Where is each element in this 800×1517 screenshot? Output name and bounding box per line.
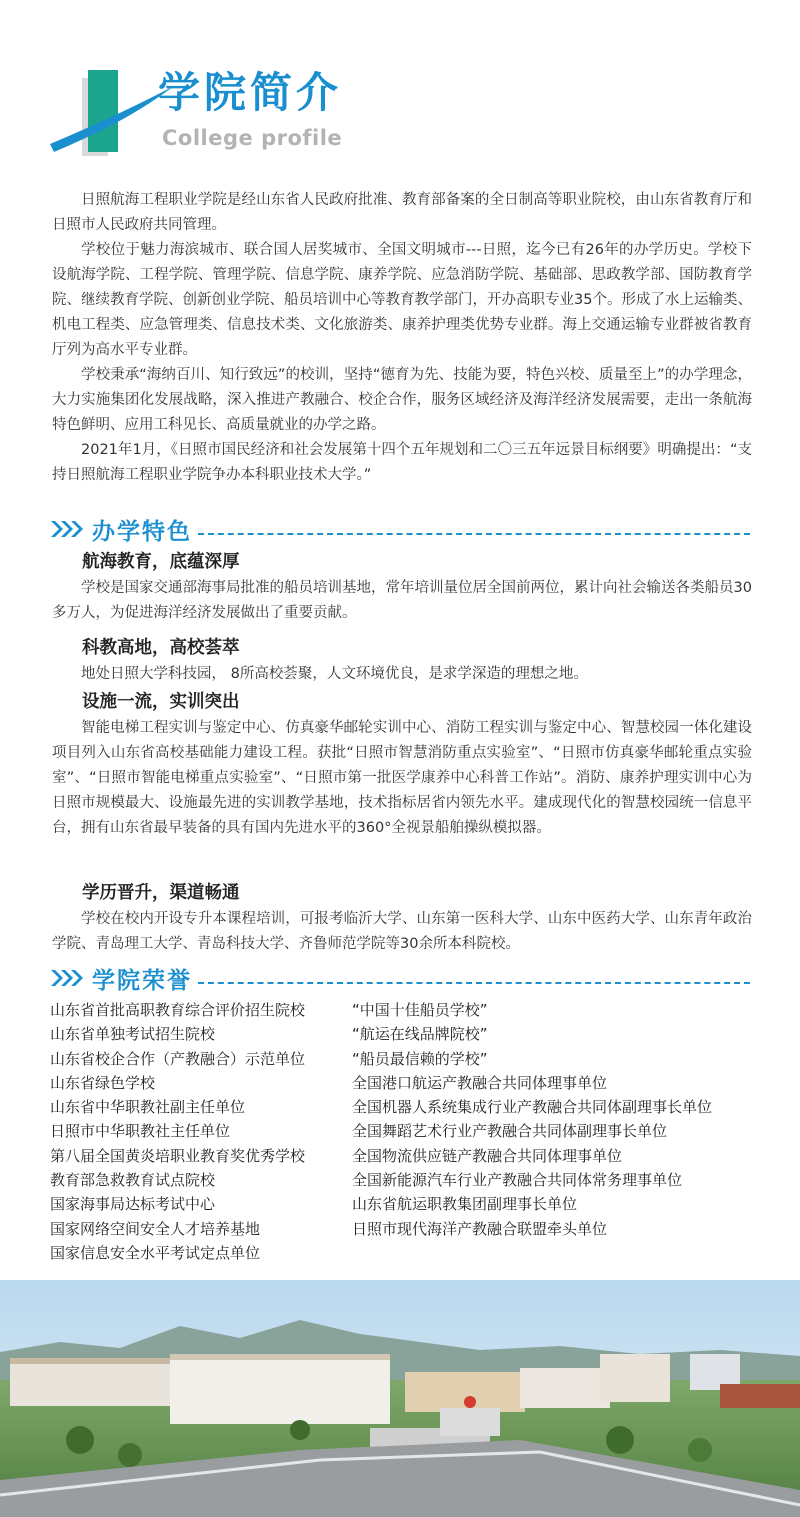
list-item: 山东省绿色学校 [50,1073,156,1092]
section-divider [198,533,750,535]
honors-section-title: 学院荣誉 [92,967,192,994]
list-item: 教育部急救教育试点院校 [50,1171,216,1190]
list-item: 山东省首批高职教育综合评价招生院校 [50,1001,306,1019]
intro-section [52,188,752,488]
list-item: “中国十佳船员学校” [352,1001,488,1019]
list-item: 日照市中华职教社主任单位 [50,1122,231,1141]
feature-text: 智能电梯工程实训与鉴定中心、仿真豪华邮轮实训中心、消防工程实训与鉴定中心、智慧校园一体化建设项目列入山东省高校基础能力建设工程。获批“日照市智慧消防重点实验室”、“日照市仿真豪华邮轮重点实验室”、“日照市智能电梯重点实验室”、“日照市第一批医学康养中心科普工作站”。消防、康养护理实训中心为日照市规模最大、设施最先进的实训教学基地，技术指标居省内领先水平。建成现代化的智慧校园统一信息平台，拥有山东省最早装备的具有国内先进水平的360°全视景船舶操纵模拟器。 [52,720,752,836]
intro-paragraph: 日照航海工程职业学院是经山东省人民政府批准、教育部备案的全日制高等职业院校，由山东省教育厅和日照市人民政府共同管理。 [52,192,752,233]
list-item: 山东省中华职教社副主任单位 [50,1098,246,1117]
feature-heading: 学历晋升，渠道畅通 [82,883,240,903]
feature-text: 学校在校内开设专升本课程培训，可报考临沂大学、山东第一医科大学、山东中医药大学、山东青年政治学院、青岛理工大学、青岛科技大学、齐鲁师范学院等30余所本科院校。 [52,911,752,952]
list-item: 全国机器人系统集成行业产教融合共同体副理事长单位 [352,1098,713,1117]
feature-text: 学校是国家交通部海事局批准的船员培训基地，常年培训量位居全国前两位，累计向社会输送各类船员30多万人，为促进海洋经济发展做出了重要贡献。 [52,580,752,621]
intro-paragraph: 2021年1月，《日照市国民经济和社会发展第十四个五年规划和二〇三五年远景目标纲要》明确提出：“支持日照航海工程职业学院争办本科职业技术大学。” [52,442,752,483]
feature-heading: 设施一流，实训突出 [82,692,240,712]
intro-paragraph: 学校秉承“海纳百川、知行致远”的校训，坚持“德育为先、技能为要，特色兴校、质量至上”的办学理念，大力实施集团化发展战略，深入推进产教融合、校企合作，服务区域经济及海洋经济发展需要，走出一条航海特色鲜明、应用工科见长、高质量就业的办学之路。 [52,367,752,433]
features-section-header [50,513,750,545]
list-item: 山东省航运职教集团副理事长单位 [352,1195,578,1214]
list-item: “船员最信赖的学校” [352,1049,488,1068]
feature-block [52,688,752,841]
list-item: 山东省单独考试招生院校 [50,1025,216,1044]
list-item: 全国舞蹈艺术行业产教融合共同体副理事长单位 [352,1122,668,1141]
list-item: 全国港口航运产教融合共同体理事单位 [352,1073,608,1092]
feature-block [52,634,752,687]
list-item: 国家网络空间安全人才培养基地 [50,1219,261,1238]
feature-heading: 科教高地，高校荟萃 [82,638,240,658]
list-item: 日照市现代海洋产教融合联盟牵头单位 [352,1219,608,1238]
chevrons-icon [50,519,84,539]
honors-section-header [50,962,750,994]
campus-photo [0,1280,800,1517]
features-section-title: 办学特色 [92,518,192,545]
intro-paragraph: 学校位于魅力海滨城市、联合国人居奖城市、全国文明城市---日照，迄今已有26年的办学历史。学校下设航海学院、工程学院、管理学院、信息学院、康养学院、应急消防学院、基础部、思政教学部、国防教育学院、继续教育学院、创新创业学院、船员培训中心等教育教学部门，开办高职专业35个。形成了水上运输类、机电工程类、应急管理类、信息技术类、文化旅游类、康养护理类优势专业群。海上交通运输专业群被省教育厅列为高水平专业群。 [52,242,752,358]
honors-list-left [50,998,305,1265]
list-item: “航运在线品牌院校” [352,1025,488,1044]
chevrons-icon [50,968,84,988]
section-divider [198,982,750,984]
list-item: 全国物流供应链产教融合共同体理事单位 [352,1146,623,1165]
feature-block [52,879,752,957]
honors-list-right [352,998,712,1241]
list-item: 全国新能源汽车行业产教融合共同体常务理事单位 [352,1171,683,1190]
feature-heading: 航海教育，底蕴深厚 [82,552,240,572]
list-item: 国家信息安全水平考试定点单位 [50,1243,261,1262]
list-item: 山东省校企合作（产教融合）示范单位 [50,1049,306,1068]
feature-text: 地处日照大学科技园， 8所高校荟聚，人文环境优良，是求学深造的理想之地。 [81,666,588,682]
list-item: 国家海事局达标考试中心 [50,1195,216,1214]
page-title: 学院简介 [158,68,343,117]
list-item: 第八届全国黄炎培职业教育奖优秀学校 [50,1146,306,1165]
feature-block [52,548,752,626]
page-subtitle: College profile [162,126,343,150]
